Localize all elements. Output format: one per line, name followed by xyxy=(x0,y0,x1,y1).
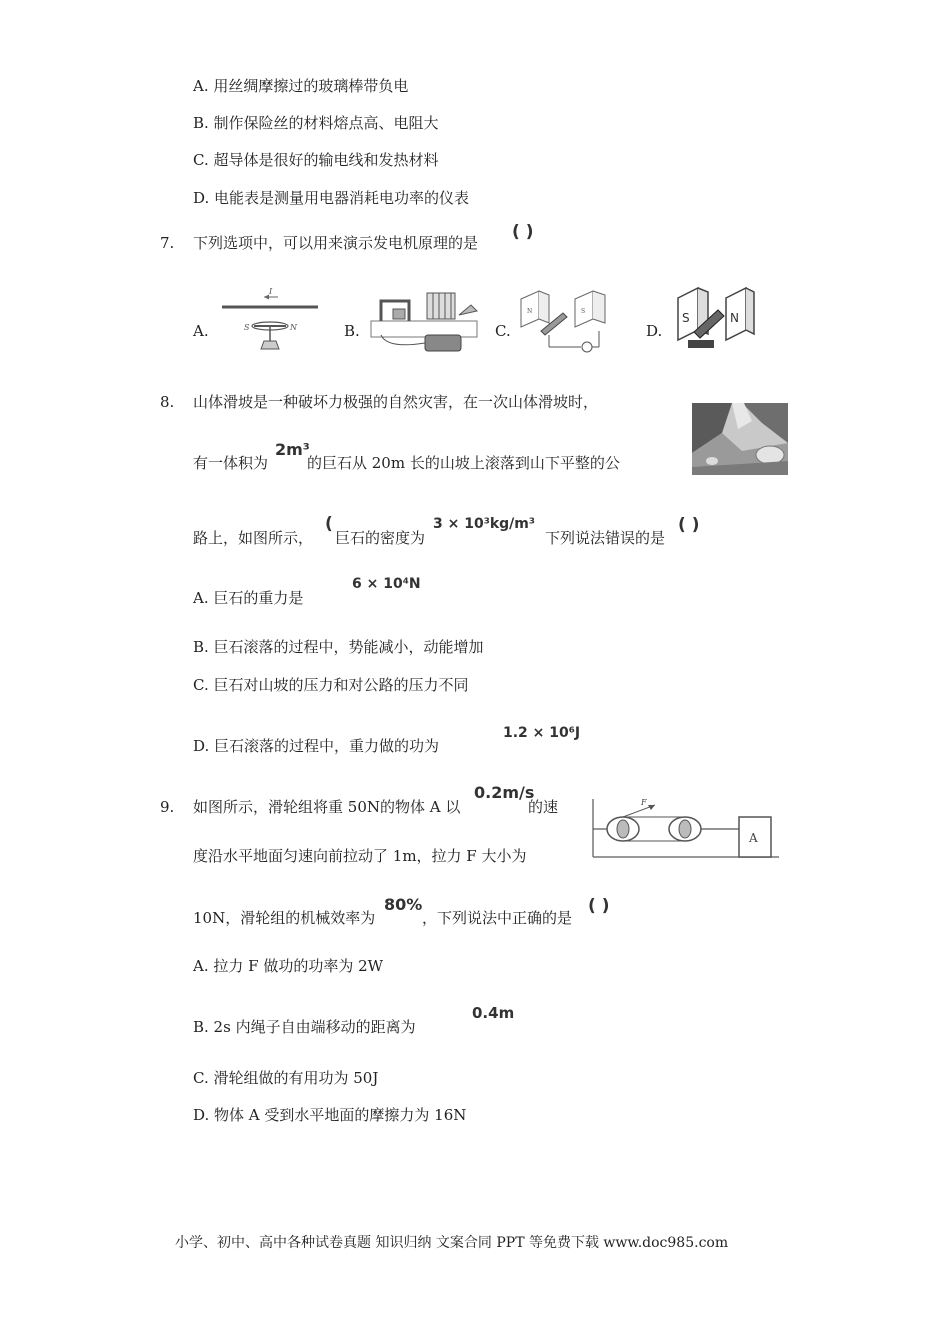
q6-option-c: C. 超导体是很好的输电线和发热材料 xyxy=(193,151,439,169)
q7-option-c-label: C. xyxy=(495,322,511,340)
q8-line3a: 路上，如图所示， xyxy=(193,529,314,547)
q8-line3c: 下列说法错误的是 xyxy=(545,529,666,547)
q7-figure-d xyxy=(668,282,758,352)
q7-figure-b xyxy=(367,287,482,353)
q9-option-d: D. 物体 A 受到水平地面的摩擦力为 16N xyxy=(193,1106,467,1124)
q8-option-b: B. 巨石滚落的过程中，势能减小，动能增加 xyxy=(193,638,484,656)
q7-number: 7. xyxy=(160,234,175,252)
svg-text:S: S xyxy=(581,308,586,315)
q7-figure-c xyxy=(515,287,610,353)
q7-option-a-label: A. xyxy=(193,322,209,340)
q9-line1a: 如图所示，滑轮组将重 50N的物体 A 以 xyxy=(193,798,461,816)
q9-line3b: ，下列说法中正确的是 xyxy=(422,909,573,927)
q7-option-d-label: D. xyxy=(646,322,663,340)
q8-line2b: 的巨石从 20m 长的山坡上滚落到山下平整的公 xyxy=(307,454,620,472)
q8-volume: 2m³ xyxy=(275,440,310,459)
q9-answer-paren: ( ) xyxy=(588,896,610,916)
page-footer: 小学、初中、高中各种试卷真题 知识归纳 文案合同 PPT 等免费下载 www.doc985.com xyxy=(175,1235,729,1251)
q7-figure-a xyxy=(220,285,320,353)
q9-option-b: B. 2s 内绳子自由端移动的距离为 xyxy=(193,1018,416,1036)
q9-option-b-value: 0.4m xyxy=(472,1004,515,1022)
q9-number: 9. xyxy=(160,798,175,816)
q9-pulley-figure xyxy=(583,795,783,865)
q8-number: 8. xyxy=(160,393,175,411)
q7-fig-d-s-label: S xyxy=(682,311,690,325)
q9-efficiency: 80% xyxy=(384,895,423,914)
q8-line3b: 巨石的密度为 xyxy=(335,529,426,547)
q9-line3a: 10N，滑轮组的机械效率为 xyxy=(193,909,376,927)
q9-speed: 0.2m/s xyxy=(474,783,535,802)
q8-option-d: D. 巨石滚落的过程中，重力做的功为 xyxy=(193,737,440,755)
q8-option-d-value: 1.2 × 10⁶J xyxy=(503,725,581,741)
q7-stem: 下列选项中，可以用来演示发电机原理的是 xyxy=(193,234,479,252)
q7-fig-a-n-label: N xyxy=(290,323,297,332)
svg-text:N: N xyxy=(527,308,533,315)
q8-option-c: C. 巨石对山坡的压力和对公路的压力不同 xyxy=(193,676,469,694)
q9-option-c: C. 滑轮组做的有用功为 50J xyxy=(193,1069,379,1087)
q8-density: 3 × 10³kg/m³ xyxy=(433,516,535,532)
q8-line1: 山体滑坡是一种破坏力极强的自然灾害，在一次山体滑坡时， xyxy=(193,393,599,411)
q8-option-a: A. 巨石的重力是 xyxy=(193,589,304,607)
q9-fig-force-label: F xyxy=(641,798,647,807)
q7-fig-a-current-label: I xyxy=(269,287,273,296)
q7-answer-paren: ( ) xyxy=(512,222,534,242)
q7-fig-a-s-label: S xyxy=(244,323,250,332)
q6-option-a: A. 用丝绸摩擦过的玻璃棒带负电 xyxy=(193,77,409,95)
q8-landslide-photo xyxy=(692,403,788,475)
q6-option-b: B. 制作保险丝的材料熔点高、电阻大 xyxy=(193,114,439,132)
q8-open-paren: ( xyxy=(325,514,333,534)
q6-option-d: D. 电能表是测量用电器消耗电功率的仪表 xyxy=(193,189,470,207)
q9-option-a: A. 拉力 F 做功的功率为 2W xyxy=(193,957,384,975)
q9-line2: 度沿水平地面匀速向前拉动了 1m，拉力 F 大小为 xyxy=(193,847,527,865)
q7-fig-d-n-label: N xyxy=(730,311,739,325)
q9-fig-block-label: A xyxy=(749,831,758,845)
q8-option-a-value: 6 × 10⁴N xyxy=(352,576,421,592)
q7-option-b-label: B. xyxy=(344,322,360,340)
q8-line2a: 有一体积为 xyxy=(193,454,269,472)
q9-line1b: 的速 xyxy=(528,798,559,816)
q8-answer-paren: ( ) xyxy=(678,515,700,535)
